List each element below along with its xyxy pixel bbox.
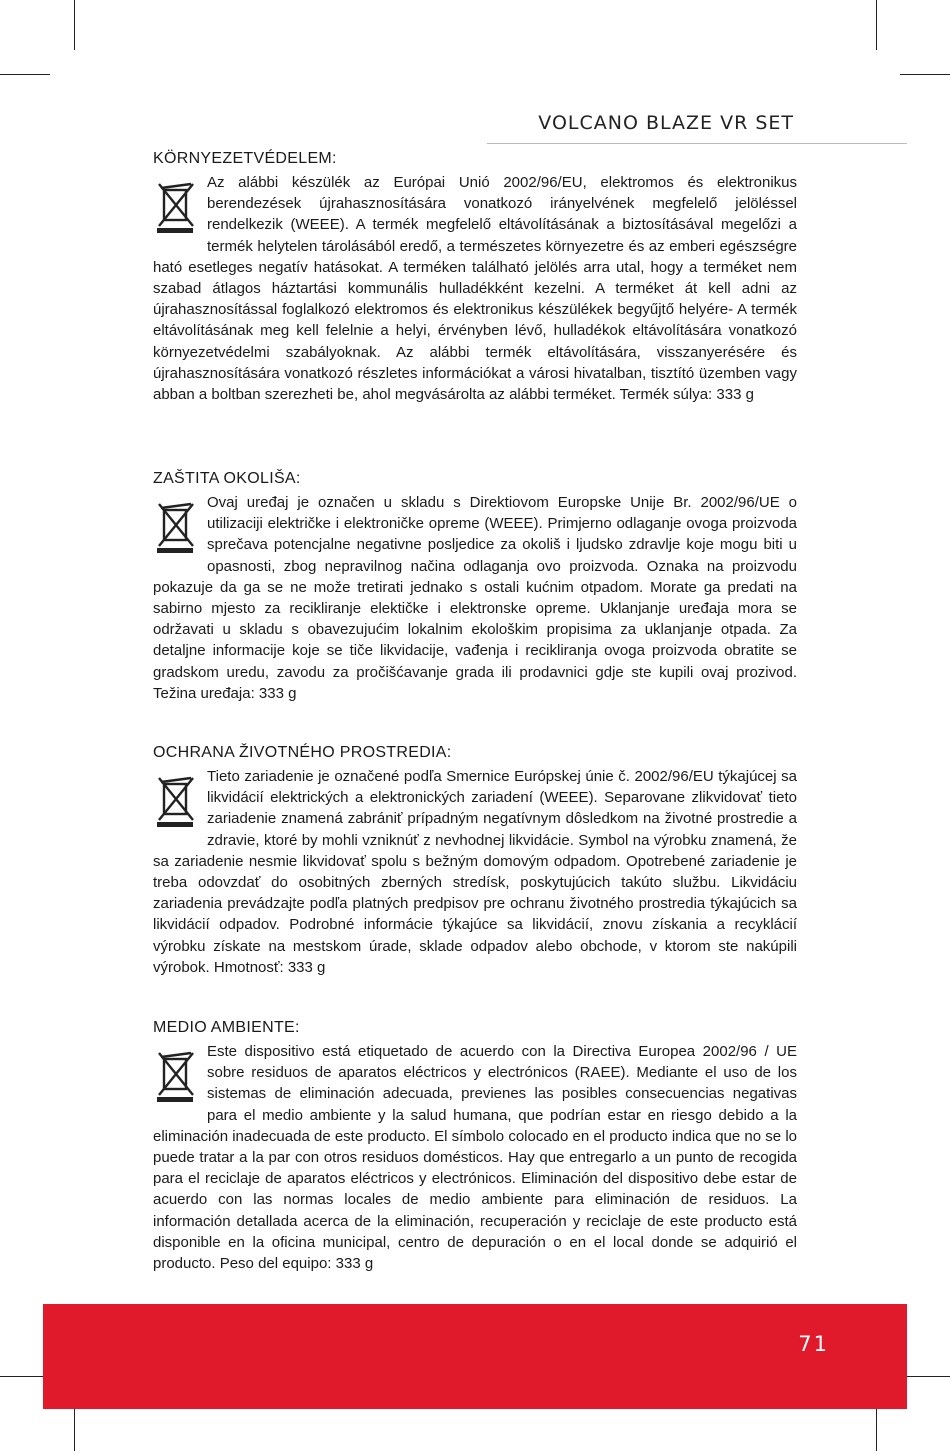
crop-mark [0,74,50,75]
header-rule [487,143,907,144]
footer-band [43,1304,907,1409]
section-body: Az alábbi készülék az Európai Unió 2002/96/EU, elektromos és elektronikus berendezések újrahasznosítására vonatkozó irányelvének megfelelő jelöléssel rendelkezik (WEEE). A termék megfelelő eltávolításának a biztosításával megelőzi a termék helytelen tárolásából eredő, a természetes környezetre és az emberi egészségre ható esetleges negatív hatásokat. A terméken található jelölés arra utal, hogy a terméket nem szabad átlagos háztartási kommunális hulladékként kezelni. A terméket át kell adni az újrahasznosítással foglalkozó elektromos és elektronikus készülékek begyűjtő helyére- A termék eltávolításának meg kell felelnie a helyi, érvényben lévő, hulladékok eltávolítására vonatkozó környezetvédelmi szabályoknak. Az alábbi termék eltávolítására, visszanyerésére és újrahasznosítására vonatkozó részletes információkat a városi hivatalban, tisztító üzemben vagy abban a boltban szerezheti be, ahol megvásárolta az alábbi terméket. Termék súlya: 333 g [153,174,797,404]
section-body: Tieto zariadenie je označené podľa Smernice Európskej únie č. 2002/96/EU týkajúcej sa likvidácií elektrických a elektronických zariadení (WEEE). Separovane zlikvidovať tieto zariadenie znamená zabrániť prípadným negatívnym dôsledkom na životné prostredie a zdravie, ktoré by mohli vzniknúť z nevhodnej likvidácie. Symbol na výrobku znamená, že sa zariadenie nesmie likvidovať spolu s bežným domovým odpadom. Opotrebené zariadenie je treba odovzdať do osobitných zberných stredísk, poskytujúcich takúto službu. Likvidáciu zariadenia prevádzajte podľa platných predpisov pre ochranu životného prostredia týkajúcich sa likvidácií odpadov. Podrobné informácie týkajúce sa likvidácií, znovu získania a recyklácií výrobku získate na mestskom úrade, sklade odpadov alebo obchode, v ktorom ste nakúpili výrobok. Hmotnosť: 333 g [153,768,797,976]
section-title: MEDIO AMBIENTE: [153,1019,300,1036]
crop-mark [876,0,877,50]
crop-mark [900,1376,950,1377]
section-title: KÖRNYEZETVÉDELEM: [153,150,337,167]
weee-crossed-bin-icon [153,496,201,556]
section-slovak [153,744,797,978]
weee-crossed-bin-icon [153,770,201,830]
section-croatian [153,470,797,704]
section-body: Ovaj uređaj je označen u skladu s Direktiovom Europske Unije Br. 2002/96/UE o utilizaciji električke i elektroničke opreme (WEEE). Primjerno odlaganje ovoga proizvoda sprečava potencjalne negativne posljedice za okoliš i ljudsko zdravlje koje mogu biti u opasnosti, zbog nepravilnog načina odlaganja ovo proizvoda. Oznaka na proizvodu pokazuje da ga se ne može tretirati jednako s ostali kućnim otpadom. Morate ga predati na sabirno mjesto za recikliranje elektičke i elektronske opreme. Uklanjanje uređaja mora se održavati u skladu s obavezujućim lokalnim ekološkim propisima za uklanjanje otpada. Za detaljne informacije koje se tiče likvidacije, vađenja i recikliranja ovoga proizvoda obratite se gradskom uredu, zavodu za pročišćavanje grada ili prodavnici gdje ste kupili ovaj prozivod. Težina uređaja: 333 g [153,494,797,702]
crop-mark [74,0,75,50]
weee-crossed-bin-icon [153,176,201,236]
section-hungarian [153,150,797,405]
crop-mark [900,74,950,75]
product-title: VOLCANO BLAZE VR SET [538,112,794,134]
section-title: OCHRANA ŽIVOTNÉHO PROSTREDIA: [153,744,452,761]
section-spanish [153,1019,797,1274]
section-body: Este dispositivo está etiquetado de acuerdo con la Directiva Europea 2002/96 / UE sobre residuos de aparatos eléctricos y electrónicos (RAEE). Mediante el uso de los sistemas de eliminación adecuada, previenes las posibles consecuencias negativas para el medio ambiente y la salud humana, que podrían estar en riesgo debido a la eliminación inadecuada de este producto. El símbolo colocado en el producto indica que no se lo puede tratar a la par con otros residuos domésticos. Hay que entregarlo a un punto de recogida para el reciclaje de aparatos eléctricos y electrónicos. Eliminación del dispositivo debe estar de acuerdo con las normas locales de medio ambiente para eliminación de residuos. La información detallada acerca de la eliminación, recuperación y reciclaje de este producto está disponible en la oficina municipal, centro de depuración o en el local donde se adquirió el producto. Peso del equipo: 333 g [153,1043,797,1273]
page-number: 71 [798,1332,829,1356]
weee-crossed-bin-icon [153,1045,201,1105]
section-title: ZAŠTITA OKOLIŠA: [153,470,301,487]
